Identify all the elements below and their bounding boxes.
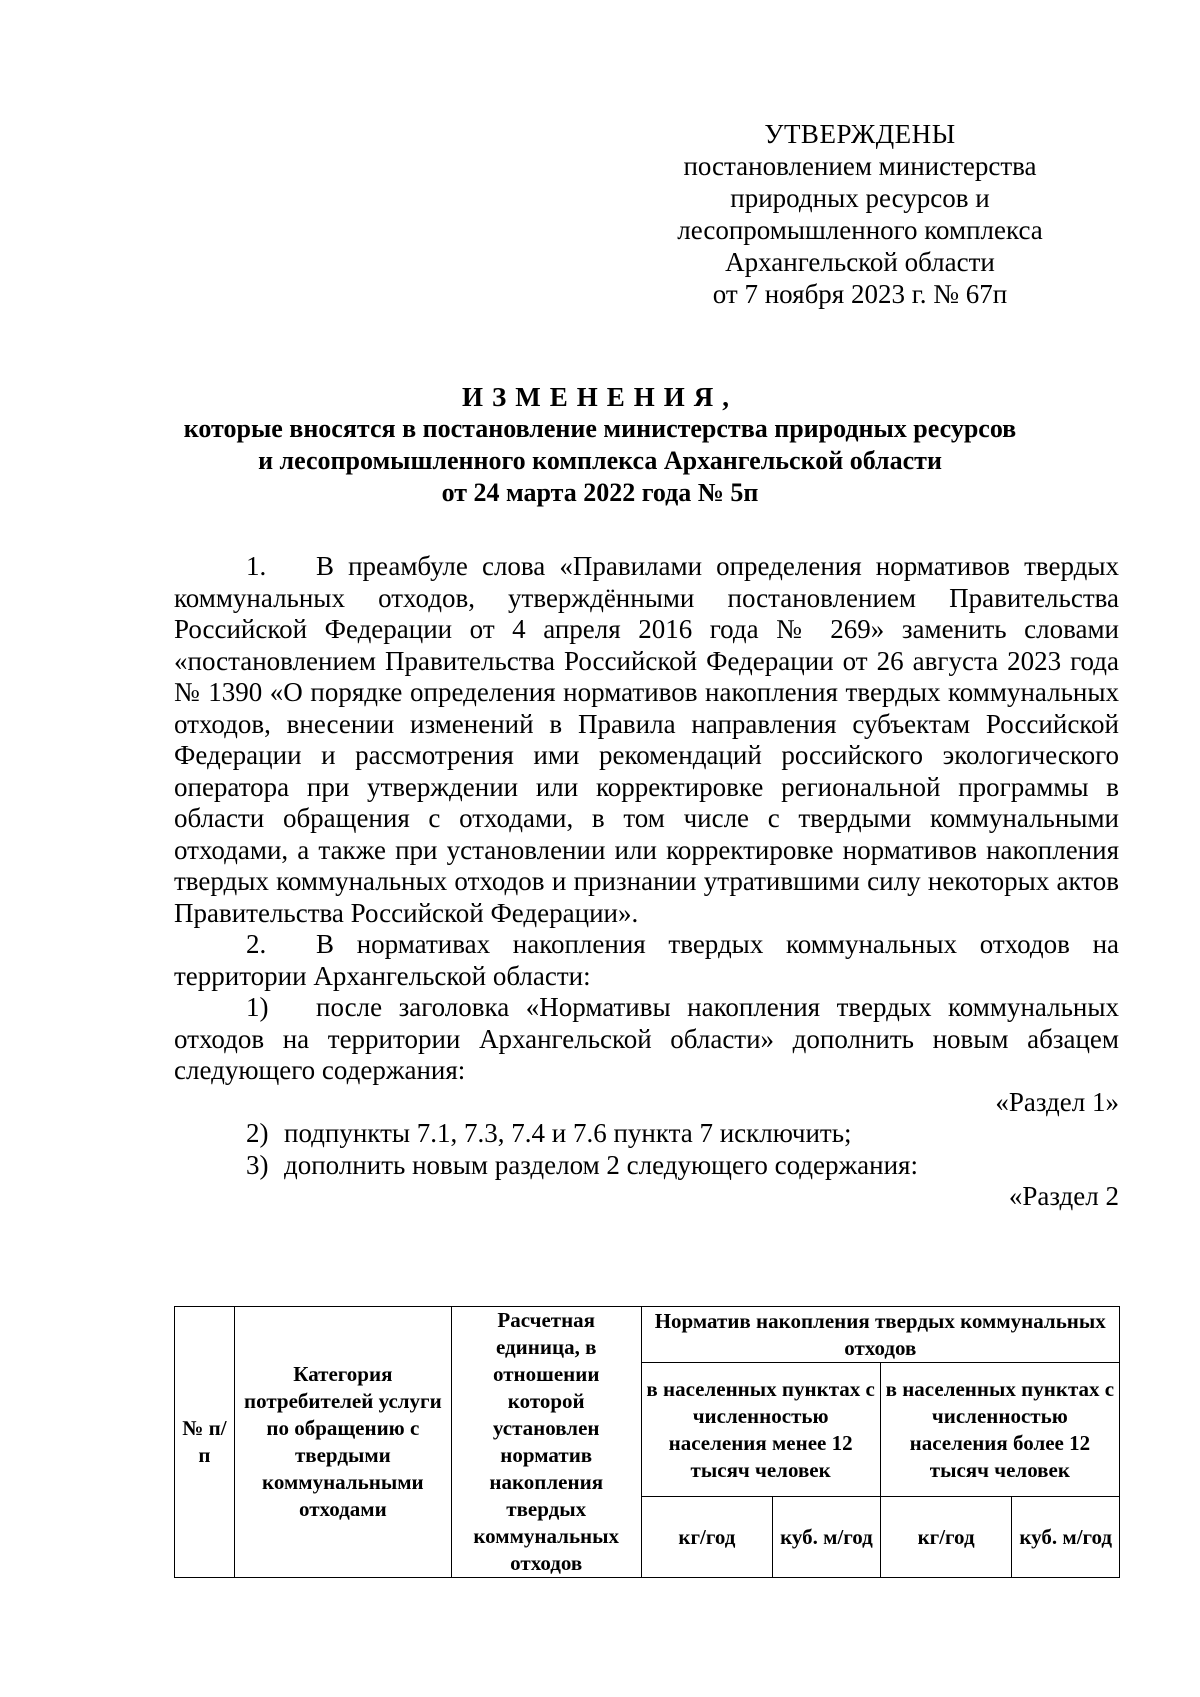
title-subline: и лесопромышленного комплекса Архангельской области xyxy=(258,446,942,475)
approval-line: лесопромышленного комплекса xyxy=(677,215,1043,245)
section-1-quote: «Раздел 1» xyxy=(995,1086,1119,1117)
paragraph-1 xyxy=(174,551,1119,929)
approval-heading: УТВЕРЖДЕНЫ xyxy=(764,119,956,149)
paragraph-number: 1. xyxy=(246,551,267,581)
header-m3-year: куб. м/год xyxy=(773,1497,881,1578)
header-norm: Норматив накопления твердых коммунальных отходов xyxy=(641,1307,1119,1363)
approval-line: постановлением министерства xyxy=(683,151,1037,181)
header-kg-year: кг/год xyxy=(880,1497,1012,1578)
approval-line: природных ресурсов и xyxy=(730,183,990,213)
title-subline: от 24 марта 2022 года № 5п xyxy=(441,478,759,507)
paragraph-text: В преамбуле слова «Правилами определения нормативов твердых коммунальных отходов, утверждёнными постановлением Правительства Российской Федерации от 4 апреля 2016 года № 269» заменить словами «постановлением Правительства Российской Федерации от 26 августа 2023 года № 1390 «О порядке определения нормативов накопления твердых коммунальных отходов, внесении изменений в Правила направления субъектам Российской Федерации и рассмотрения ими рекомендаций российского экологического оператора при утверждении или корректировке региональной программы в области обращения с отходами, в том числе с твердыми коммунальными отходами, а также при установлении или корректировке нормативов накопления твердых коммунальных отходов и признании утратившими силу некоторых актов Правительства Российской Федерации». xyxy=(174,551,1119,928)
approval-line: Архангельской области xyxy=(725,247,995,277)
subparagraph-number: 1) xyxy=(246,992,269,1022)
approval-line: от 7 ноября 2023 г. № 67п xyxy=(712,279,1008,309)
approval-block xyxy=(660,118,1060,310)
subparagraph-2 xyxy=(174,1118,1119,1150)
header-m3-year: куб. м/год xyxy=(1012,1497,1120,1578)
subparagraph-text: после заголовка «Нормативы накопления твердых коммунальных отходов на территории Архангельской области» дополнить новым абзацем следующего содержания: xyxy=(174,992,1119,1085)
paragraph-2 xyxy=(174,929,1119,992)
section-2-quote: «Раздел 2 xyxy=(1008,1181,1119,1211)
document-body xyxy=(174,551,1119,1213)
paragraph-number: 2. xyxy=(246,929,267,959)
subparagraph-number: 3) xyxy=(246,1149,269,1180)
norms-table xyxy=(174,1306,1120,1578)
paragraph-text: В нормативах накопления твердых коммунальных отходов на территории Архангельской области: xyxy=(174,929,1119,991)
header-less-12k: в населенных пунктах с численностью населения менее 12 тысяч человек xyxy=(641,1363,880,1497)
header-unit: Расчетная единица, в отношении которой установлен норматив накопления твердых коммунальных отходов xyxy=(451,1307,641,1578)
subparagraph-1 xyxy=(174,992,1119,1087)
subparagraph-number: 2) xyxy=(246,1118,269,1148)
subparagraph-text: подпункты 7.1, 7.3, 7.4 и 7.6 пункта 7 исключить; xyxy=(284,1118,852,1148)
header-more-12k: в населенных пунктах с численностью населения более 12 тысяч человек xyxy=(880,1363,1119,1497)
subparagraph-3 xyxy=(174,1150,1119,1182)
header-kg-year: кг/год xyxy=(641,1497,773,1578)
title-main: ИЗМЕНЕНИЯ, xyxy=(461,382,738,412)
subparagraph-text: дополнить новым разделом 2 следующего содержания: xyxy=(284,1149,918,1180)
title-subline: которые вносятся в постановление министерства природных ресурсов xyxy=(183,414,1017,443)
header-category: Категория потребителей услуги по обращению с твердыми коммунальными отходами xyxy=(234,1307,451,1578)
document-title xyxy=(160,381,1040,509)
header-num: № п/п xyxy=(175,1307,235,1578)
